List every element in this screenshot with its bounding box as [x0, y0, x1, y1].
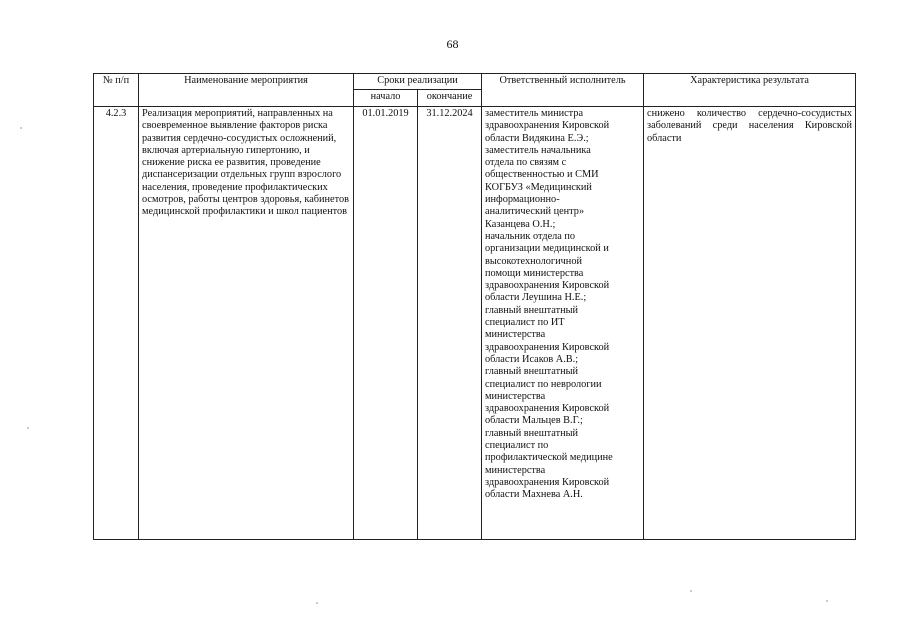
header-measure-name: Наименование мероприятия [139, 74, 354, 107]
header-start: начало [354, 90, 418, 107]
table-row [94, 107, 856, 540]
scan-speck [27, 427, 29, 429]
measures-table [93, 73, 856, 540]
page-number: 68 [446, 37, 459, 51]
row-measure-name: Реализация мероприятий, направленных на своевременное выявление факторов риска развития сердечно-сосудистых осложнений, включая артериальную гипертонию, и снижение риска ее развития, проведение диспансеризации отдельных групп взрослого населения, проведение профилактических осмотров, работы центров здоровья, кабинетов медицинской профилактики и школ пациентов [139, 107, 354, 540]
row-number: 4.2.3 [94, 107, 139, 540]
header-end: окончание [418, 90, 482, 107]
header-result: Характеристика результата [644, 74, 856, 107]
row-end-date: 31.12.2024 [418, 107, 482, 540]
row-start-date: 01.01.2019 [354, 107, 418, 540]
row-result: снижено количество сердечно-сосудистых заболеваний среди населения Кировской области [644, 107, 856, 540]
row-responsible: заместитель министра здравоохранения Кировской области Видякина Е.Э.; заместитель начальника отдела по связям с общественностью и СМИ КОГБУЗ «Медицинский информационно- аналитический центр» Казанцева О.Н.; начальник отдела по организации медицинской и высокотехнологичной помощи министерства здравоохранения Кировской области Леушина Н.Е.; главный внештатный специалист по ИТ министерства здравоохранения Кировской области Исаков А.В.; главный внештатный специалист по неврологии министерства здравоохранения Кировской области Мальцев В.Г.; главный внештатный специалист по профилактической медицине министерства здравоохранения Кировской области Махнева А.Н. [482, 107, 644, 540]
header-responsible: Ответственный исполнитель [482, 74, 644, 107]
scan-speck [20, 127, 22, 129]
header-terms: Сроки реализации [354, 74, 482, 90]
header-number: № п/п [94, 74, 139, 107]
scan-speck [826, 600, 828, 602]
scan-speck [690, 590, 692, 592]
scan-speck [316, 602, 318, 604]
